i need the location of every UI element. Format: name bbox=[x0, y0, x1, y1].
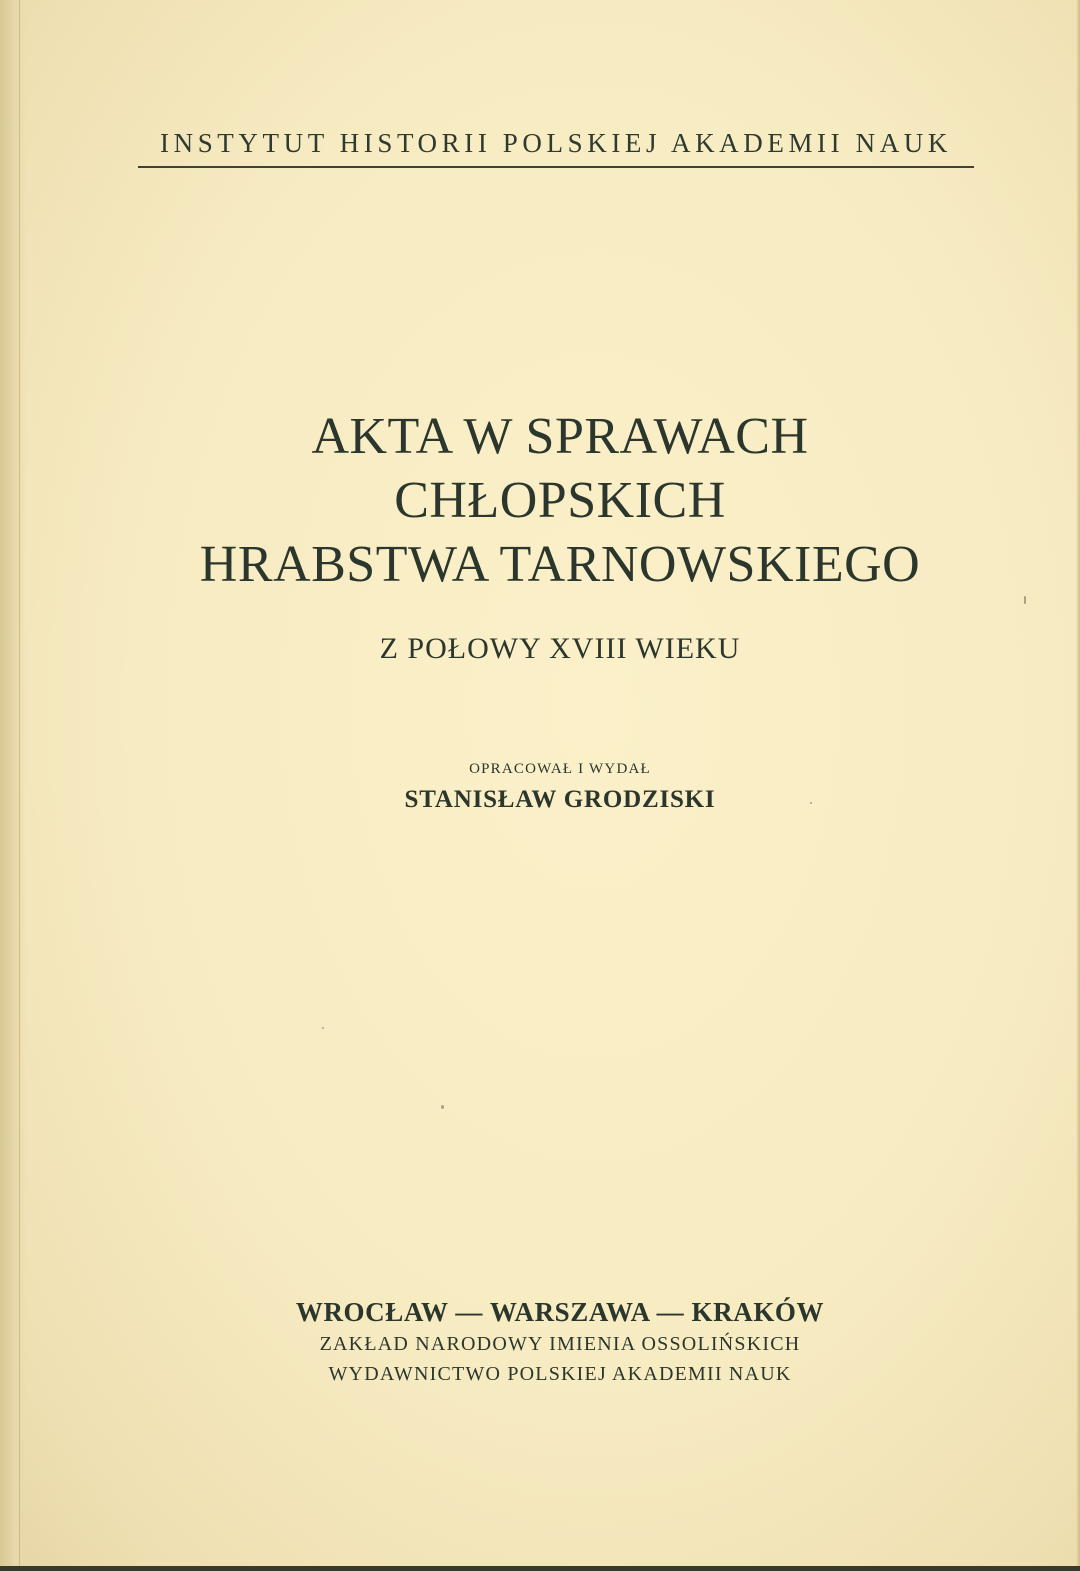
heading-rule bbox=[138, 166, 974, 168]
editor-name: STANISŁAW GRODZISKI bbox=[404, 786, 716, 813]
editor-label: OPRACOWAŁ I WYDAŁ bbox=[469, 761, 651, 777]
cover-bottom-edge bbox=[0, 1566, 1080, 1571]
spine-fold-line bbox=[19, 0, 20, 1571]
paper-speck bbox=[441, 1105, 444, 1109]
paper-speck bbox=[1024, 596, 1026, 604]
book-subtitle: Z POŁOWY XVIII WIEKU bbox=[379, 632, 741, 665]
paper-speck bbox=[810, 802, 812, 804]
cover-right-edge bbox=[1076, 0, 1080, 1571]
publisher-line-1: ZAKŁAD NARODOWY IMIENIA OSSOLIŃSKICH bbox=[319, 1333, 801, 1355]
book-title bbox=[140, 405, 980, 597]
title-line-2: CHŁOPSKICH bbox=[394, 472, 726, 529]
publisher-imprint bbox=[120, 1295, 1000, 1389]
institute-heading: INSTYTUT HISTORII POLSKIEJ AKADEMII NAUK bbox=[160, 128, 952, 158]
title-line-3: HRABSTWA TARNOWSKIEGO bbox=[199, 536, 921, 593]
paper-speck bbox=[322, 1027, 324, 1029]
publisher-line-2: WYDAWNICTWO POLSKIEJ AKADEMII NAUK bbox=[328, 1363, 792, 1385]
publication-cities: WROCŁAW — WARSZAWA — KRAKÓW bbox=[295, 1297, 825, 1327]
title-line-1: AKTA W SPRAWACH bbox=[311, 408, 809, 465]
cover-spine bbox=[0, 0, 26, 1571]
